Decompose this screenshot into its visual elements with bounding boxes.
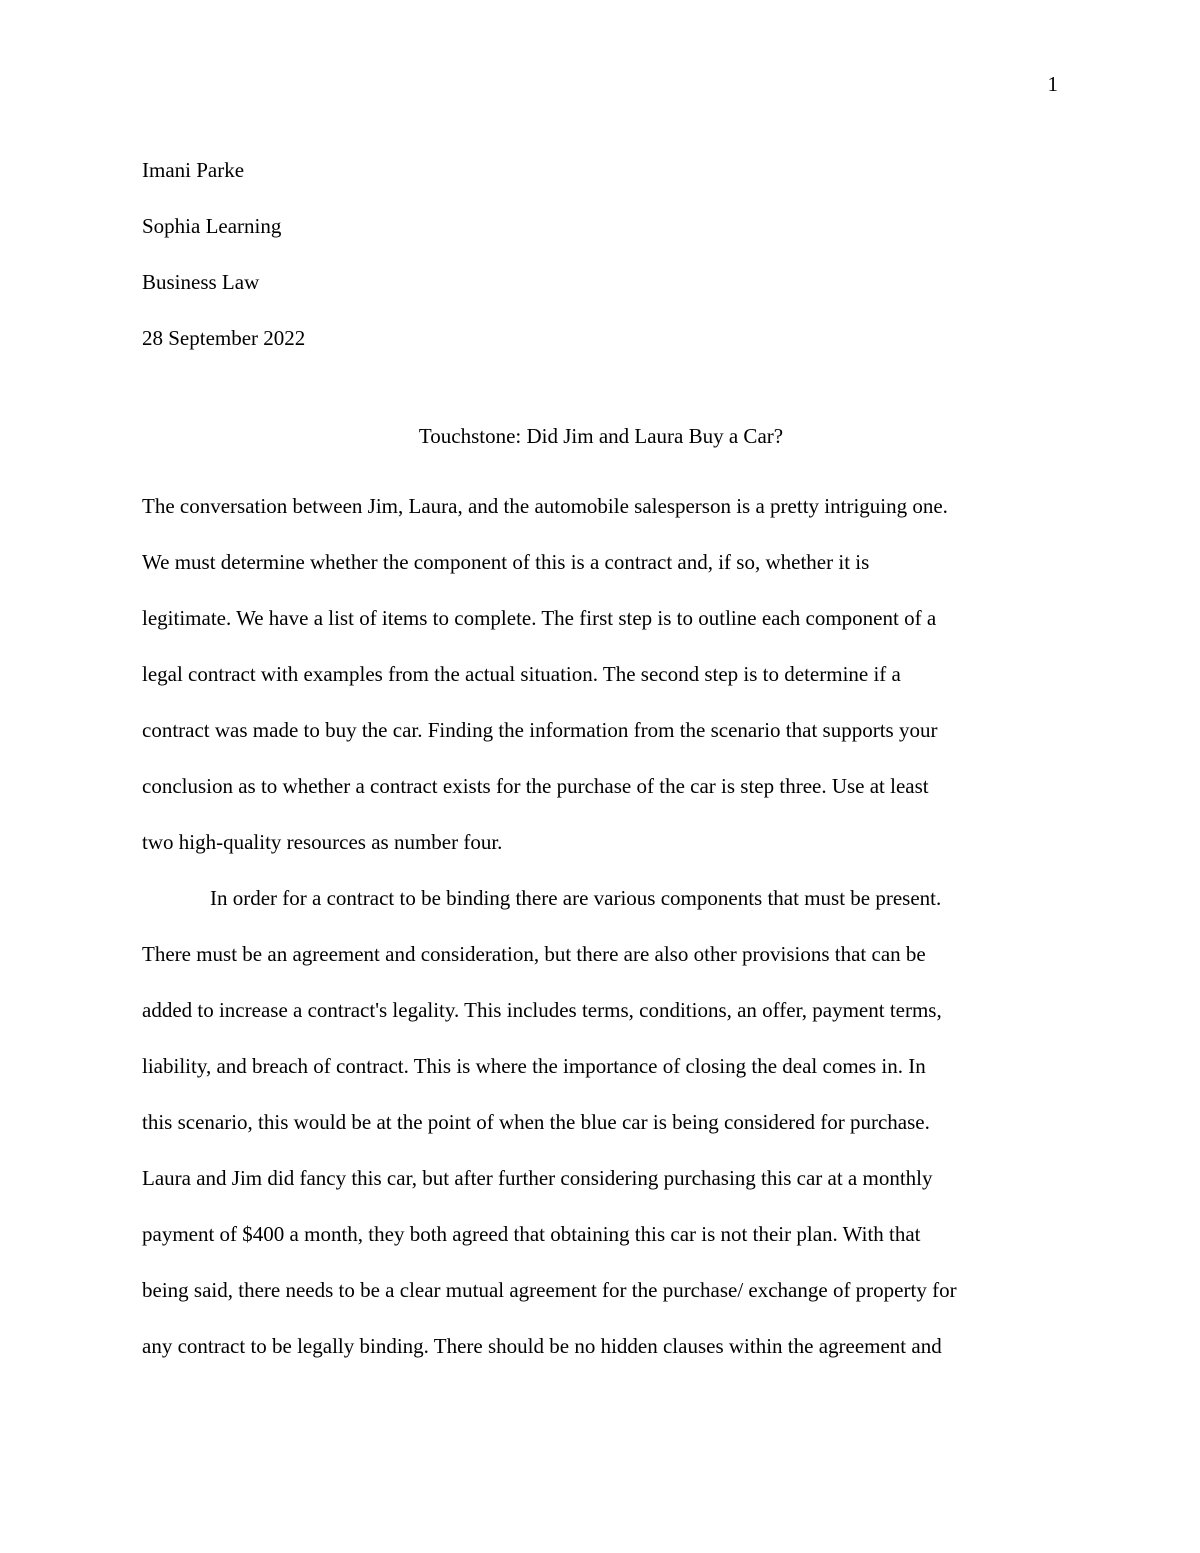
essay-title: Touchstone: Did Jim and Laura Buy a Car? bbox=[418, 424, 784, 448]
paragraph-2 bbox=[142, 870, 1062, 1374]
text-line: Laura and Jim did fancy this car, but after further considering purchasing this car at a monthly bbox=[142, 1166, 933, 1190]
text-line: legal contract with examples from the actual situation. The second step is to determine if a bbox=[142, 662, 901, 686]
text-line: The conversation between Jim, Laura, and the automobile salesperson is a pretty intriguing one. bbox=[142, 494, 948, 518]
author-name: Imani Parke bbox=[142, 158, 245, 182]
date: 28 September 2022 bbox=[142, 326, 306, 350]
institution: Sophia Learning bbox=[142, 214, 282, 238]
text-line: legitimate. We have a list of items to complete. The first step is to outline each component of a bbox=[142, 606, 937, 630]
text-line: added to increase a contract's legality. This includes terms, conditions, an offer, payment terms, bbox=[142, 998, 942, 1022]
text-line: payment of $400 a month, they both agreed that obtaining this car is not their plan. With that bbox=[142, 1222, 921, 1246]
page-number: 1 bbox=[1047, 72, 1058, 96]
course-name: Business Law bbox=[142, 270, 260, 294]
text-line: In order for a contract to be binding there are various components that must be present. bbox=[210, 886, 942, 910]
text-line: conclusion as to whether a contract exists for the purchase of the car is step three. Use at least bbox=[142, 774, 929, 798]
text-line: liability, and breach of contract. This is where the importance of closing the deal comes in. In bbox=[142, 1054, 926, 1078]
text-line: contract was made to buy the car. Finding the information from the scenario that supports your bbox=[142, 718, 938, 742]
text-line: any contract to be legally binding. There should be no hidden clauses within the agreement and bbox=[142, 1334, 942, 1358]
essay-body bbox=[142, 478, 1062, 1374]
text-line: two high-quality resources as number four. bbox=[142, 830, 503, 854]
text-line: We must determine whether the component of this is a contract and, if so, whether it is bbox=[142, 550, 870, 574]
paragraph-1 bbox=[142, 478, 1062, 870]
text-line: being said, there needs to be a clear mutual agreement for the purchase/ exchange of property for bbox=[142, 1278, 957, 1302]
text-line: this scenario, this would be at the point of when the blue car is being considered for purchase. bbox=[142, 1110, 930, 1134]
text-line: There must be an agreement and consideration, but there are also other provisions that can be bbox=[142, 942, 926, 966]
header-block bbox=[142, 142, 1062, 366]
